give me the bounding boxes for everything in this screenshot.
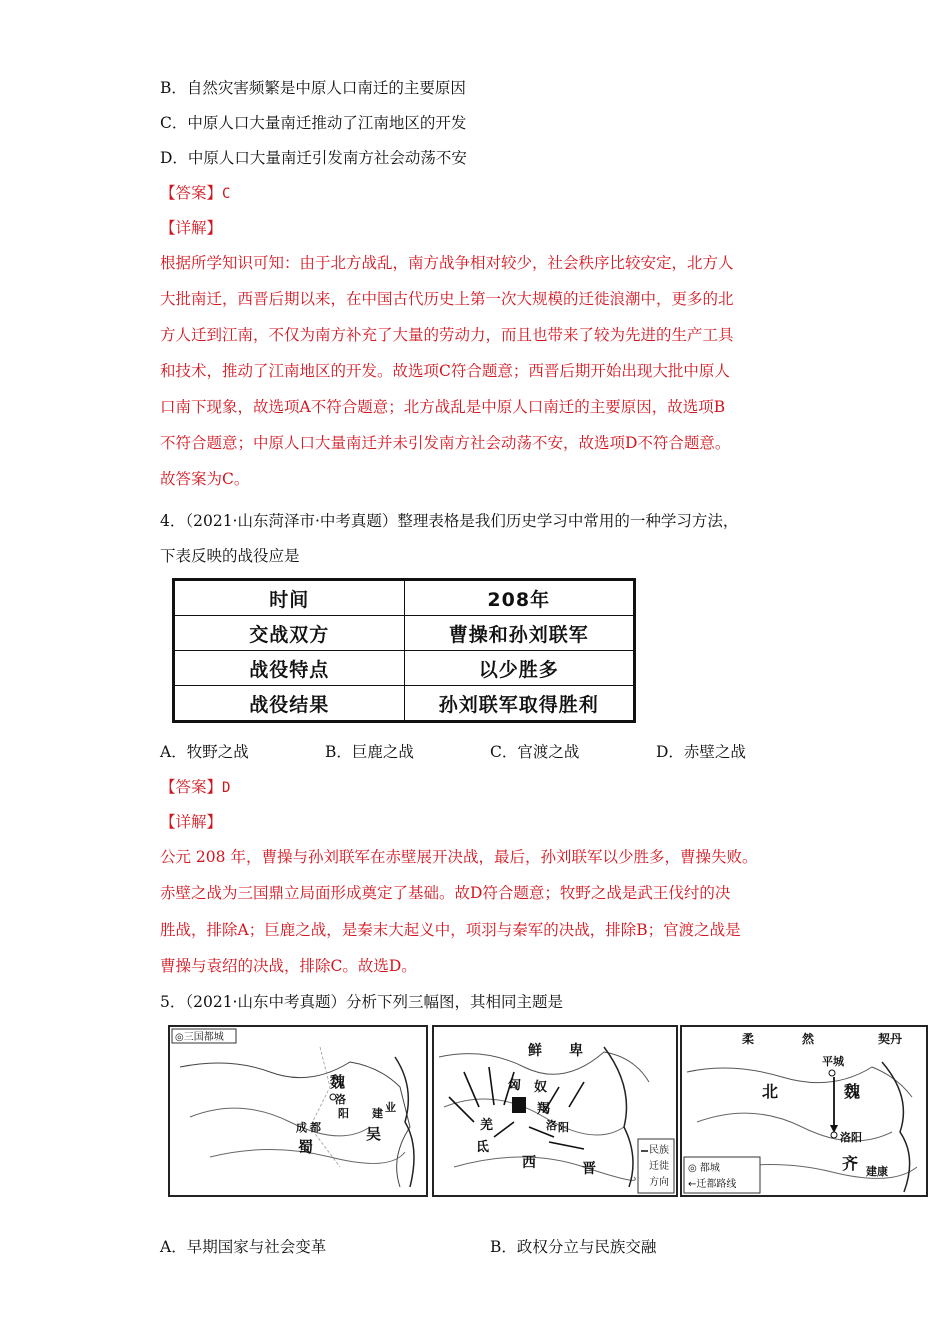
map-label: 魏 [330,1073,346,1091]
map-label: 北 [762,1082,779,1101]
answer-value: D [222,780,231,796]
q5-stem: 5．（2021·山东中考真题）分析下列三幅图，其相同主题是 [160,993,563,1011]
map-legend: ◎三国都城 [175,1032,224,1043]
map-label: 阳 [558,1121,569,1134]
q3-answer [160,183,230,204]
q3-detail-line: 方人迁到江南，不仅为南方补充了大量的劳动力，而且也带来了较为先进的生产工具 [160,326,734,344]
map-label: 鲜 [528,1043,542,1059]
q3-detail-line: 口南下现象，故选项A不符合题意；北方战乱是中原人口南迁的主要原因，故选项B [160,398,726,416]
map-label: 建康 [866,1165,888,1178]
map-label: 晋 [582,1161,596,1177]
q4-detail-line: 曹操与袁绍的决战，排除C。故选D。 [160,957,417,975]
table-row [174,580,635,616]
map-label: 然 [802,1032,815,1046]
q4-stem: 4．（2021·山东菏泽市·中考真题）整理表格是我们历史学习中常用的一种学习方法， [160,512,739,530]
table-cell: 以少胜多 [404,651,635,686]
map-label: 平城 [822,1055,844,1068]
map-legend: 方向 [649,1177,669,1188]
map-legend: ◎ 都城 [688,1163,720,1174]
table-cell: 208年 [404,580,635,616]
map-legend: 迁徙 [649,1161,669,1172]
map-label: 羌 [480,1118,494,1133]
map-label: 齐 [842,1154,859,1173]
q5-option-a: A．早期国家与社会变革 [160,1238,327,1256]
map-label: 洛阳 [840,1131,862,1144]
q4-detail-line: 公元 208 年，曹操与孙刘联军在赤壁展开决战，最后，孙刘联军以少胜多，曹操失败。 [160,848,758,866]
map-migrations [432,1025,678,1197]
table-row [174,616,635,651]
answer-label: 【答案】 [160,778,223,796]
map-label: 洛 [546,1119,557,1132]
map-label: 业 [385,1101,396,1114]
table-row [174,686,635,722]
map-label: 柔 [742,1032,755,1046]
map-label: 都 [310,1121,321,1134]
map-label: 卑 [569,1043,583,1059]
q4-option-a: A．牧野之战 [160,743,249,761]
answer-value: C [222,186,231,202]
q3-detail-line: 根据所学知识可知：由于北方战乱，南方战争相对较少，社会秩序比较安定，北方人 [160,254,734,272]
map-legend: 民族 [649,1145,669,1156]
table-cell: 战役结果 [174,686,405,722]
map-northern-wei [680,1025,928,1197]
map-label: 氐 [476,1140,490,1155]
answer-label: 【答案】 [160,184,223,202]
q4-detail-line: 胜战，排除A；巨鹿之战，是秦末大起义中，项羽与秦军的决战，排除B；官渡之战是 [160,921,741,939]
table-cell: 战役特点 [174,651,405,686]
table-cell: 曹操和孙刘联军 [404,616,635,651]
map-label: 吴 [366,1125,382,1143]
table-cell: 时间 [174,580,405,616]
q5-option-b: B．政权分立与民族交融 [490,1238,657,1256]
table-cell: 交战双方 [174,616,405,651]
q3-option-c: C．中原人口大量南迁推动了江南地区的开发 [160,114,467,132]
map-label: 奴 [534,1080,548,1095]
map-label: 契丹 [878,1032,903,1046]
battle-table [172,578,636,723]
map-three-kingdoms [168,1025,428,1197]
q4-detail-label: 【详解】 [160,813,223,831]
map-label: 匈 [508,1078,522,1093]
map-label: 建 [372,1107,383,1120]
map-label: 阳 [338,1107,349,1120]
q3-detail-line: 大批南迁，西晋后期以来，在中国古代历史上第一次大规模的迁徙浪潮中，更多的北 [160,290,734,308]
q4-stem: 下表反映的战役应是 [160,547,300,565]
q3-detail-line: 和技术，推动了江南地区的开发。故选项C符合题意；西晋后期开始出现大批中原人 [160,362,730,380]
q3-option-d: D．中原人口大量南迁引发南方社会动荡不安 [160,149,467,167]
q3-detail-line: 不符合题意；中原人口大量南迁并未引发南方社会动荡不安，故选项D不符合题意。 [160,434,731,452]
q4-answer [160,777,230,798]
q4-option-d: D．赤壁之战 [656,743,746,761]
q3-detail-label: 【详解】 [160,219,223,237]
table-cell: 孙刘联军取得胜利 [404,686,635,722]
table-row [174,651,635,686]
map-label: 西 [522,1155,536,1171]
map-label: 羯 [537,1102,551,1117]
q4-option-c: C．官渡之战 [490,743,580,761]
q3-option-b: B．自然灾害频繁是中原人口南迁的主要原因 [160,79,466,97]
map-label: 蜀 [298,1138,314,1156]
q4-detail-line: 赤壁之战为三国鼎立局面形成奠定了基础。故D符合题意；牧野之战是武王伐纣的决 [160,884,731,902]
q3-detail-line: 故答案为C。 [160,470,250,488]
map-label: 成 [296,1121,307,1134]
map-label: 魏 [844,1082,861,1101]
map-label: 洛 [335,1093,346,1106]
map-legend: ←迁都路线 [688,1179,737,1190]
q4-option-b: B．巨鹿之战 [325,743,414,761]
